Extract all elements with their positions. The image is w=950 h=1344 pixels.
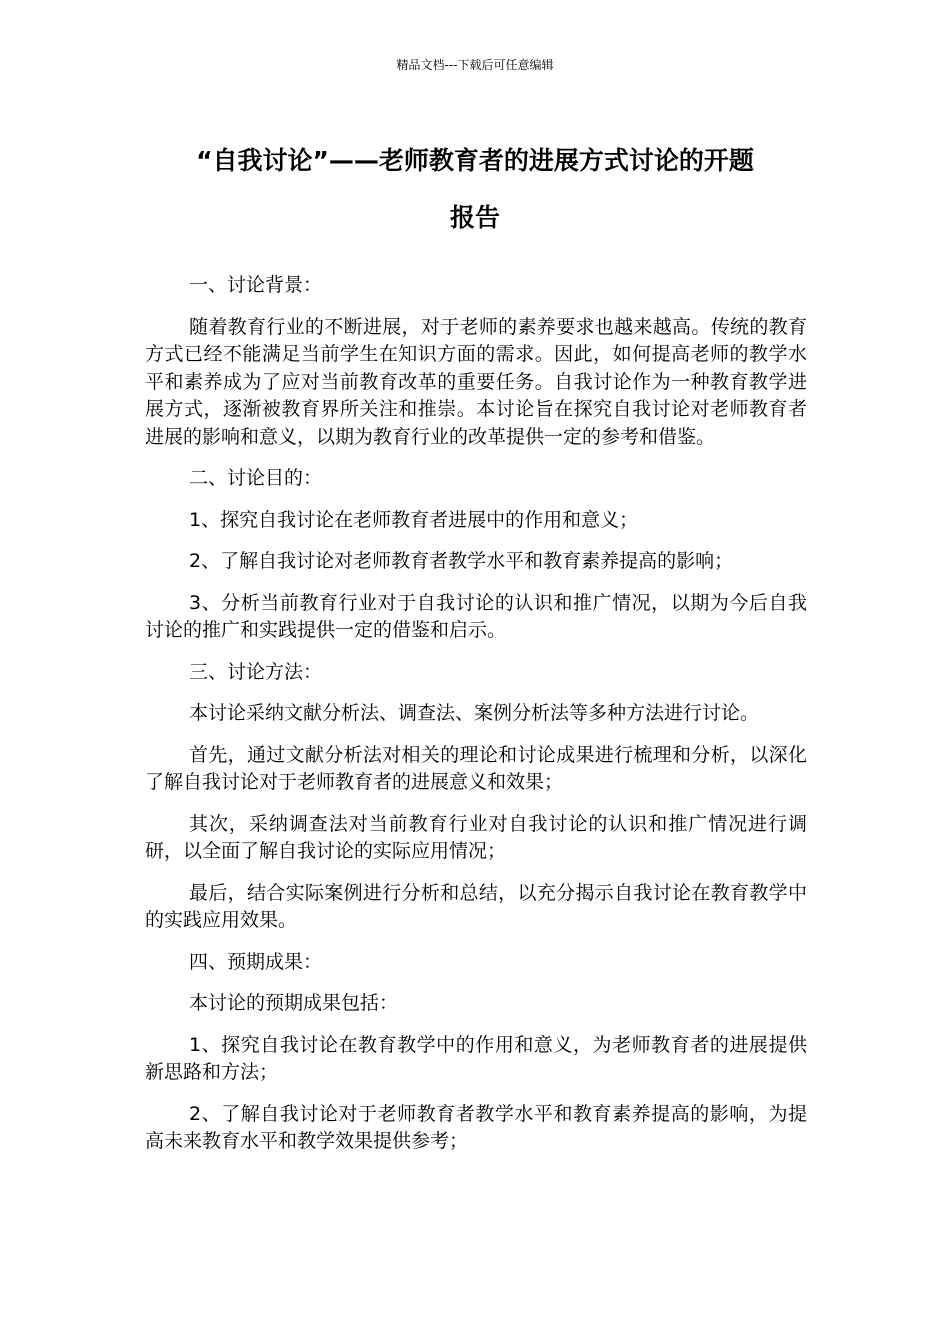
paragraph-methods-second: 其次，采纳调查法对当前教育行业对自我讨论的认识和推广情况进行调研，以全面了解自我讨论的实际应用情况；: [145, 812, 807, 862]
paragraph-methods-intro: 本讨论采纳文献分析法、调查法、案例分析法等多种方法进行讨论。: [189, 702, 760, 724]
section-heading-purpose: 二、讨论目的：: [189, 467, 323, 489]
paragraph-background: 随着教育行业的不断进展，对于老师的素养要求也越来越高。传统的教育方式已经不能满足当前学生在知识方面的需求。因此，如何提高老师的教学水平和素养成为了应对当前教育改革的重要任务。自我讨论作为一种教育教学进展方式，逐渐被教育界所关注和推崇。本讨论旨在探究自我讨论对老师教育者进展的影响和意义，以期为教育行业的改革提供一定的参考和借鉴。: [145, 315, 807, 448]
title-line-2: 报告: [449, 203, 500, 232]
paragraph-outcomes-intro: 本讨论的预期成果包括：: [189, 992, 399, 1014]
section-heading-outcomes: 四、预期成果：: [189, 950, 323, 973]
paragraph-methods-last: 最后，结合实际案例进行分析和总结，以充分揭示自我讨论在教育教学中的实践应用效果。: [145, 881, 807, 931]
document-title: [145, 132, 805, 246]
section-heading-background: 一、讨论背景：: [189, 274, 323, 296]
header-note: 精品文档---下载后可任意编辑: [396, 58, 554, 72]
outcome-item-2: 2、了解自我讨论对于老师教育者教学水平和教育素养提高的影响，为提高未来教育水平和教学效果提供参考；: [145, 1102, 807, 1152]
document-body: [145, 272, 807, 1170]
title-line-1: “自我讨论”——老师教育者的进展方式讨论的开题: [196, 146, 754, 175]
purpose-item-1: 1、探究自我讨论在老师教育者进展中的作用和意义；: [189, 508, 639, 531]
section-heading-methods: 三、讨论方法：: [189, 660, 323, 683]
outcome-item-1: 1、探究自我讨论在教育教学中的作用和意义，为老师教育者的进展提供新思路和方法；: [145, 1033, 807, 1083]
paragraph-methods-first: 首先，通过文献分析法对相关的理论和讨论成果进行梳理和分析，以深化了解自我讨论对于老师教育者的进展意义和效果；: [145, 743, 807, 793]
purpose-item-3: 3、分析当前教育行业对于自我讨论的认识和推广情况，以期为今后自我讨论的推广和实践提供一定的借鉴和启示。: [145, 591, 807, 641]
purpose-item-2: 2、了解自我讨论对老师教育者教学水平和教育素养提高的影响；: [189, 550, 734, 572]
